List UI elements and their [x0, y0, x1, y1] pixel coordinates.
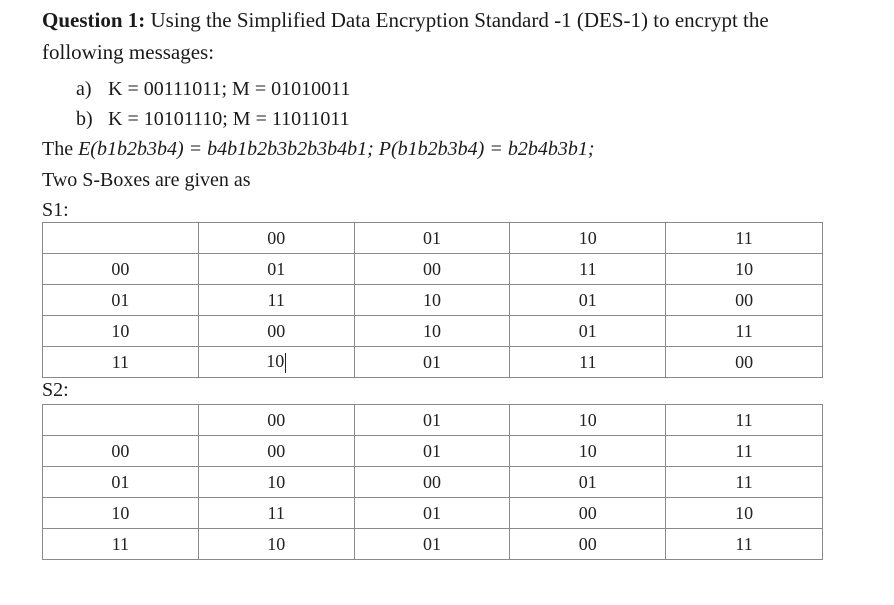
question-text-line2: following messages: — [42, 40, 215, 64]
formula-prefix: The — [42, 138, 79, 160]
table-cell: 00 — [510, 498, 666, 529]
table-cell: 11 — [43, 347, 199, 378]
table-cell: 11 — [666, 529, 823, 560]
s2-label: S2: — [42, 379, 69, 401]
table-cell-editing[interactable] — [198, 347, 354, 378]
table-cell: 00 — [666, 285, 823, 316]
table-row — [43, 436, 823, 467]
table-cell: 01 — [43, 285, 199, 316]
table-cell: 00 — [43, 254, 199, 285]
table-row — [43, 347, 823, 378]
table-cell: 10 — [666, 498, 823, 529]
table-row — [43, 498, 823, 529]
list-item-a — [76, 78, 350, 101]
table-cell: 00 — [354, 467, 510, 498]
table-row — [43, 529, 823, 560]
table-cell: 11 — [666, 436, 823, 467]
table-cell: 01 — [354, 498, 510, 529]
table-cell: 10 — [510, 405, 666, 436]
table-cell: 11 — [666, 405, 823, 436]
table-cell: 11 — [666, 223, 823, 254]
table-cell: 10 — [510, 436, 666, 467]
list-item-b — [76, 108, 350, 131]
table-cell: 01 — [510, 316, 666, 347]
table-row — [43, 254, 823, 285]
table-row — [43, 285, 823, 316]
table-cell: 10 — [354, 285, 510, 316]
table-cell: 11 — [510, 347, 666, 378]
text-cursor — [285, 353, 286, 373]
table-cell: 11 — [666, 316, 823, 347]
table-cell — [43, 223, 199, 254]
table-cell: 00 — [666, 347, 823, 378]
table-cell: 01 — [198, 254, 354, 285]
table-cell: 11 — [666, 467, 823, 498]
table-row — [43, 467, 823, 498]
table-cell: 01 — [43, 467, 199, 498]
table-cell: 11 — [43, 529, 199, 560]
table-cell: 01 — [354, 223, 510, 254]
table-cell: 00 — [354, 254, 510, 285]
sbox-intro-text: Two S-Boxes are given as — [42, 169, 251, 191]
table-cell: 00 — [198, 436, 354, 467]
table-cell: 10 — [354, 316, 510, 347]
table-cell: 10 — [43, 316, 199, 347]
formula-line — [42, 138, 594, 161]
table-cell: 00 — [198, 223, 354, 254]
question-title — [42, 8, 769, 33]
table-cell: 10 — [43, 498, 199, 529]
table-cell — [43, 405, 199, 436]
table-cell: 00 — [43, 436, 199, 467]
table-cell: 11 — [510, 254, 666, 285]
table-cell: 01 — [510, 467, 666, 498]
table-row — [43, 316, 823, 347]
list-item-label: b) — [76, 108, 93, 130]
list-item-text: K = 10101110; M = 11011011 — [108, 108, 350, 130]
table-cell: 10 — [510, 223, 666, 254]
table-cell: 10 — [198, 467, 354, 498]
s1-table — [42, 222, 823, 378]
list-item-text: K = 00111011; M = 01010011 — [108, 78, 351, 100]
s1-label: S1: — [42, 199, 69, 221]
table-cell: 00 — [510, 529, 666, 560]
question-text-line1: Using the Simplified Data Encryption Standard -1 (DES-1) to encrypt the — [145, 8, 769, 32]
table-header-row — [43, 223, 823, 254]
question-label: Question 1: — [42, 8, 146, 32]
table-cell: 11 — [198, 285, 354, 316]
formula-expression: E(b1b2b3b4) = b4b1b2b3b2b3b4b1; P(b1b2b3b4) = b2b4b3b1; — [78, 138, 595, 160]
s2-table — [42, 404, 823, 560]
table-cell: 10 — [666, 254, 823, 285]
table-cell: 01 — [354, 347, 510, 378]
table-cell: 01 — [354, 436, 510, 467]
table-cell: 00 — [198, 405, 354, 436]
table-cell: 01 — [354, 529, 510, 560]
table-header-row — [43, 405, 823, 436]
table-cell: 11 — [198, 498, 354, 529]
table-cell: 01 — [354, 405, 510, 436]
table-cell-text: 10 — [266, 351, 285, 372]
table-cell: 10 — [198, 529, 354, 560]
table-cell: 00 — [198, 316, 354, 347]
table-cell: 01 — [510, 285, 666, 316]
list-item-label: a) — [76, 78, 92, 100]
